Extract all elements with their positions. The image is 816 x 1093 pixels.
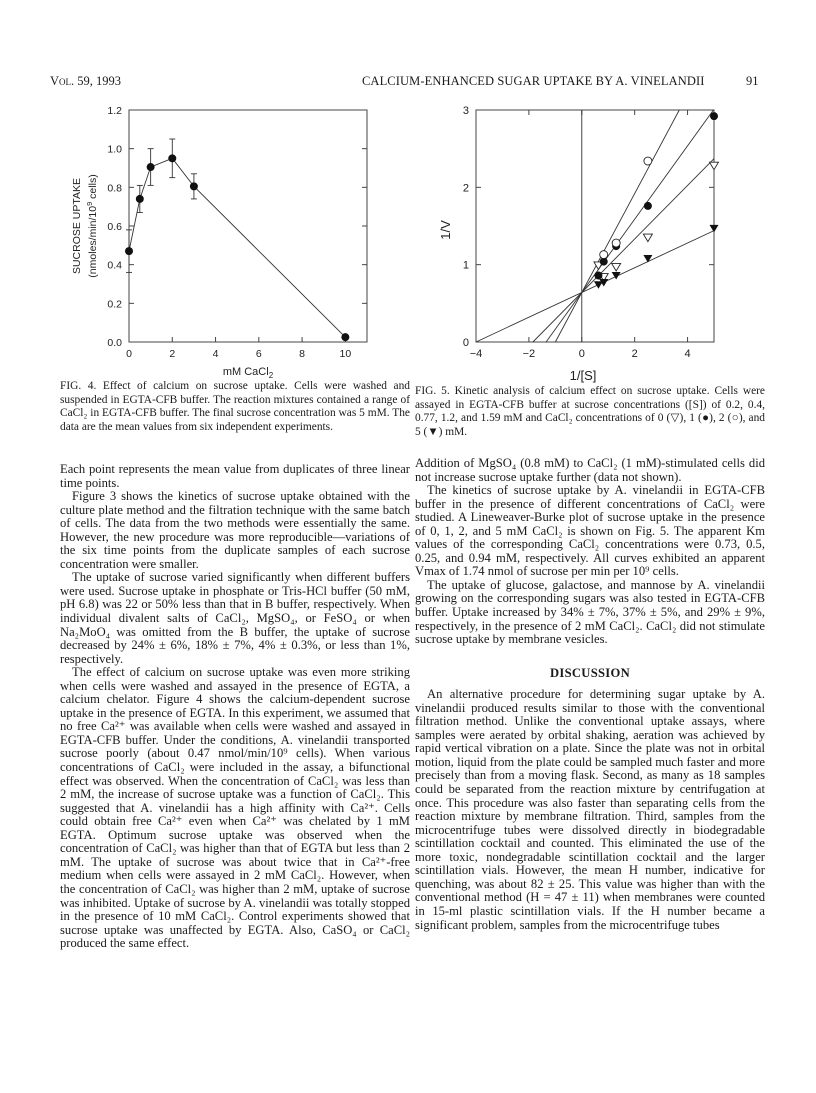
x-tick-label: 10 — [339, 348, 352, 360]
data-point-filled-circle — [594, 271, 602, 279]
y-tick-label: 1 — [462, 259, 469, 272]
data-point — [136, 195, 144, 203]
data-point-open-triangle — [612, 263, 621, 271]
x-axis-label-text: mM CaCl — [222, 366, 269, 378]
fit-line — [555, 110, 679, 342]
data-point-open-triangle — [710, 162, 719, 170]
x-tick-label: −4 — [469, 348, 483, 360]
x-tick-label: 2 — [631, 348, 638, 360]
paragraph: The uptake of sucrose varied significantly when different buffers were used. Sucrose uptake in phosphate or Tris-HCl buffer (50 mM, pH 6.8) was 22 or 50% less than that in B buffer, respectively. When individual divalent salts of CaCl₂, MgSO₄, or FeSO₄ or when Na₂MoO₄ was omitted from the B buffer, the uptake of sucrose decreased by 24% ± 6%, 18% ± 7%, 4% ± 0.3%, or less than 1%, respectively. — [60, 570, 410, 666]
y-axis-units-tail: cells) — [87, 174, 99, 202]
journal-volume: Vol. 59, 1993 — [50, 74, 122, 88]
paragraph: An alternative procedure for determining sugar uptake by A. vinelandii produced results similar to those with the conventional filtration method. Unlike the conventional uptake assays, where samples were aerated by orbital shaking, aeration was achieved by rapid vertical vibration on a plate. Since the plate was not in orbital motion, liquid from the plate could be sampled much faster and more precisely than from a moving flask. Second, as many as 18 samples could be separated from the reaction mixture by centrifugation at once. This procedure was also faster than separating cells from the reaction mixture by membrane filtration. Third, samples from the microcentrifuge tubes were dissolved directly in biodegradable scintillation cocktail and counted. This eliminated the use of the more toxic, nondegradable scintillation cocktail and the larger scintillation vials. However, the mean H number, indicative for quenching, was about 82 ± 25. This value was higher than with the conventional method (H = 47 ± 11) when membranes were counted in 15-ml plastic scintillation vials. If the H number became a significant problem, samples from the microcentrifuge tubes — [415, 687, 765, 932]
figure-4-svg — [60, 98, 400, 383]
paragraph: Figure 3 shows the kinetics of sucrose uptake obtained with the culture plate method and the filtration technique with the same batch of cells. The data from the two methods were essentially the same. However, the new procedure was more reproducible—variations of the six time points from the duplicate samples of each sucrose concentration were smaller. — [60, 489, 410, 571]
plot-frame — [129, 110, 367, 342]
paragraph: The effect of calcium on sucrose uptake was even more striking when cells were washed and assayed in the presence of EGTA, a calcium chelator. Figure 4 shows the calcium-dependent sucrose uptake in the presence of EGTA. In this experiment, we assumed that no free Ca²⁺ was available when cells were washed and assayed in EGTA-CFB buffer. Under the conditions, A. vinelandii transported sucrose poorly (about 0.47 nmol/min/10⁹ cells). When various concentrations of CaCl₂ were included in the assay, a bifunctional effect was observed. When the concentration of CaCl₂ was less than 2 mM, the increase of sucrose uptake was a function of CaCl₂. This suggested that A. vinelandii has a high affinity with Ca²⁺. Cells could obtain free Ca²⁺ even when Ca²⁺ was chelated by 1 mM EGTA. Optimum sucrose uptake was observed when the concentration of CaCl₂ was higher than that of EGTA but less than 2 mM. The uptake of sucrose was about twice that in Ca²⁺-free medium when cells were assayed in 2 mM CaCl₂. However, when the concentration of CaCl₂ was higher than 2 mM, uptake of sucrose was inhibited. Uptake of sucrose by A. vinelandii was totally stopped in the presence of 10 mM CaCl₂. Control experiments showed that sucrose uptake was unaffected by EGTA. Also, CaSO₄ or CaCl₂ produced the same effect. — [60, 665, 410, 951]
page-number: 91 — [746, 74, 759, 88]
x-tick-label: 2 — [169, 348, 176, 360]
data-point-filled-triangle — [643, 255, 652, 262]
data-point-filled-circle — [644, 202, 652, 210]
y-axis-label-line1: SUCROSE UPTAKE — [71, 177, 83, 275]
section-heading-discussion: DISCUSSION — [550, 665, 630, 680]
y-axis-units-exponent: 9 — [85, 201, 94, 206]
paragraph: Each point represents the mean value from duplicates of three linear time points. — [60, 462, 410, 490]
figure-5-svg — [420, 98, 750, 388]
data-point-open-circle — [612, 239, 620, 247]
x-tick-label: 4 — [212, 348, 219, 360]
x-tick-label: −2 — [522, 348, 536, 360]
fit-line — [546, 110, 713, 342]
paragraph: Addition of MgSO₄ (0.8 mM) to CaCl₂ (1 mM)-stimulated cells did not increase sucrose uptake further (data not shown). — [415, 456, 765, 484]
paragraph: The kinetics of sucrose uptake by A. vinelandii in EGTA-CFB buffer in the presence of different concentrations of CaCl₂ were studied. A Lineweaver-Burke plot of sucrose uptake in the presence of 0, 1, 2, and 5 mM CaCl₂ is shown on Fig. 5. The apparent Km values of the corresponding CaCl₂ concentrations were 0.73, 0.5, 0.25, and 0.94 mM, respectively. All curves exhibited an apparent Vmax of 1.74 nmol of sucrose per min per 10⁹ cells. — [415, 483, 765, 579]
x-axis-label — [223, 366, 274, 380]
y-axis-label: 1/V — [438, 220, 453, 240]
y-tick-label: 0.2 — [107, 298, 122, 311]
data-point — [190, 182, 198, 190]
running-title: CALCIUM-ENHANCED SUGAR UPTAKE BY A. VINELANDII — [362, 74, 705, 88]
figure-5-chart — [420, 98, 750, 388]
data-point-open-circle — [644, 157, 652, 165]
y-tick-label: 1.0 — [107, 143, 122, 156]
data-point — [125, 247, 133, 255]
y-tick-label: 0.6 — [107, 221, 122, 233]
y-tick-label: 2 — [462, 182, 469, 195]
y-tick-label: 0.0 — [107, 337, 122, 349]
figure-4-chart — [60, 98, 400, 383]
data-point-open-circle — [600, 251, 608, 259]
fit-line — [476, 231, 714, 342]
figure-4-caption: FIG. 4. Effect of calcium on sucrose uptake. Cells were washed and suspended in EGTA-CFB buffer. The reaction mixtures contained a range of CaCl₂ in EGTA-CFB buffer. The final sucrose concentration was 5 mM. The data are the mean values from six independent experiments. — [60, 380, 410, 433]
x-axis-label: 1/[S] — [569, 368, 597, 383]
x-tick-label: 8 — [299, 348, 306, 360]
data-point — [147, 163, 155, 171]
x-tick-label: 0 — [126, 348, 132, 360]
data-point-filled-circle — [710, 112, 718, 120]
y-axis-label-line2 — [85, 174, 99, 277]
y-tick-label: 0.8 — [107, 182, 122, 195]
fit-line — [533, 159, 714, 342]
running-header — [0, 74, 816, 90]
x-tick-label: 4 — [684, 348, 691, 360]
body-right-column — [415, 457, 765, 932]
paragraph: The uptake of glucose, galactose, and mannose by A. vinelandii growing on the corresponding sugars was also tested in EGTA-CFB buffer. Uptake increased by 34% ± 7%, 37% ± 5%, and 29% ± 9%, respectively, in the presence of 2 mM CaCl₂. CaCl₂ did not stimulate sucrose uptake by membrane vesicles. — [415, 577, 765, 647]
x-tick-label: 0 — [578, 348, 585, 360]
data-point — [341, 333, 349, 341]
y-axis-units: (nmoles/min/10 — [87, 205, 99, 278]
y-tick-label: 0.4 — [107, 259, 122, 272]
figure-5-caption: FIG. 5. Kinetic analysis of calcium effect on sucrose uptake. Cells were assayed in EGTA-CFB buffer at sucrose concentrations ([S]) of 0.2, 0.4, 0.77, 1.2, and 1.59 mM and CaCl₂ concentrations of 0 (▽), 1 (●), 2 (○), and 5 (▼) mM. — [415, 385, 765, 438]
data-line — [129, 158, 345, 337]
data-point-open-triangle — [643, 234, 652, 242]
data-point — [168, 154, 176, 162]
x-axis-label-subscript: 2 — [268, 371, 274, 380]
x-tick-label: 6 — [255, 348, 262, 360]
body-left-column — [60, 463, 410, 951]
y-tick-label: 0 — [462, 337, 469, 349]
plot-frame — [476, 110, 714, 342]
data-point-filled-triangle — [710, 225, 719, 233]
y-tick-label: 1.2 — [107, 105, 122, 117]
y-tick-label: 3 — [462, 105, 469, 117]
